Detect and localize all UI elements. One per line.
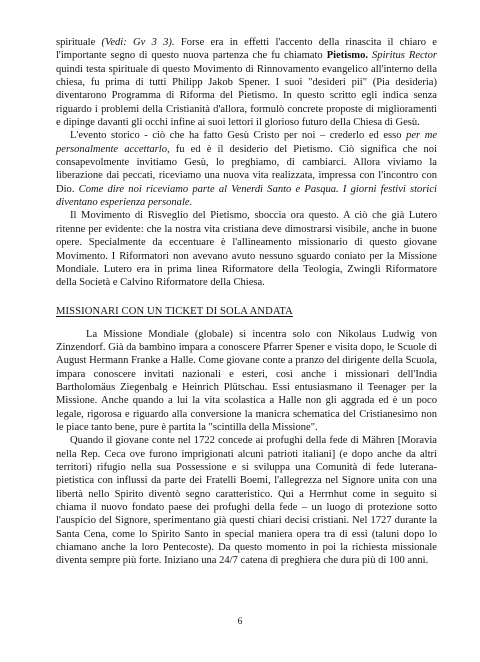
paragraph-herrnhut: Quando il giovane conte nel 1722 concede ai profughi della fede di Mähren [Moravia nella Rep. Ceca ove furono imprigionati alcuni patrioti italiani] (e dopo anche da altri territori) rifugio nella sua Possessione e si sviluppa una Comunità di fede luterana-pietistica con influssi da parte dei Fratelli Boemi, l'allegrezza nel Signore unita con una libertà nello Spirito diventò segno caratteristico. Qui a Herrnhut come in seguito si chiama il nuovo fondato paese dei profughi della fede – un luogo di protezione sotto l'auspicio del Signore, sperimentano già questi chiari decisi cristiani. Nel 1727 durante la Santa Cena, come lo Spirito Santo in special maniera opera tra di essi (taluni dopo lo chiamano anche la loro Pentecoste). Da questo momento in poi la richiesta missionale diventa sempre più forte. Iniziano una 24/7 catena di preghiera che dura più di 100 anni. bbox=[56, 435, 437, 567]
text-run: spirituale bbox=[56, 37, 102, 48]
text-run: L'evento storico - ciò che ha fatto Gesù Cristo per noi – crederlo ed esso bbox=[70, 130, 407, 142]
paragraph-pietismo-intro bbox=[56, 36, 437, 129]
term-spiritus-rector: Spiritus Rector bbox=[372, 50, 437, 62]
paragraph-historical-event bbox=[56, 129, 437, 209]
text-run: quindi testa spirituale di questo Movimento di Rinnovamento evangelico all'interno della chiesa, fu prima di tutti Philipp Jakob Spener. I suoi "desideri pii" (Pia desideria) diventarono Programma di Riforma del Pietismo. In questo scritto egli indica senza riguardo i problemi della Cristianità d'allora, formulò concrete proposte di miglioramenti e dipinge davanti gli occhi infine ai suoi lettori il glorioso futuro della Chiesa di Gesù. bbox=[56, 63, 437, 129]
paragraph-revival-movement: Il Movimento di Risveglio del Pietismo, sboccia ora questo. A ciò che già Lutero ritenne per evidente: che la nostra vita cristiana deve dimostrarsi visibile, anche in buone opere. Specialmente da eccentuare è l'allineamento missionario di questo giovane Movimento. I Riformatori non avevano avuto nessuno sguardo coniato per la Missione Mondiale. Lutero era in prima linea Riformatore della Teologia, Zwingli Riformatore della Società e Calvino Riformatore della Chiesa. bbox=[56, 210, 437, 289]
emphasis-personal: per me personalmente accettarlo, bbox=[56, 130, 438, 155]
term-pietismo: Pietismo. bbox=[326, 50, 368, 62]
paragraph-world-mission: La Missione Mondiale (globale) si incentra solo con Nikolaus Ludwig von Zinzendorf. Già da bambino impara a conoscere Pfarrer Spener e visita dopo, le Scuole di August Hermann Franke a Halle. Come giovane conte a pranzo del dirigente della Scuola, impara conoscere invitati nazionali e esteri, così anche i missionari dell'India Bartholomäus Ziegenbalg e Heinrich Plütschau. Essi entusiasmano il Teenager per la Missione. Anche quando a lui la vita scolastica a Halle non gli aggrada ed è un poco legale, rigorosa e riguardo alla conversione la manicra schematica del Cristianesimo non le piace tanto bene, pure è partita la "scintilla della Missione". bbox=[56, 328, 437, 433]
section-heading: MISSIONARI CON UN TICKET DI SOLA ANDATA bbox=[56, 305, 293, 317]
text-run: Forse era in effetti l'accento della rinascita il chiaro e l'importante segno di questo nuova partenza che fu chiamato bbox=[56, 37, 437, 62]
emphasis-holidays: Come dire noi riceviamo parte al Venerdì Santo e Pasqua. I giorni festivi storici diventano esperienza personale. bbox=[56, 183, 437, 209]
page-number: 6 bbox=[237, 617, 243, 627]
text-run: fu ed è il desiderio del Pietismo. Ciò significa che noi consapevolmente invitiamo Gesù, lo preghiamo, di cambiarci. Allora viviamo la liberazione dai peccati, riceviamo una nuova vita realizzata, impressa con l'incontro con Dio. bbox=[56, 143, 437, 195]
bible-reference: (Vedi: Gv 3 3). bbox=[101, 37, 175, 48]
